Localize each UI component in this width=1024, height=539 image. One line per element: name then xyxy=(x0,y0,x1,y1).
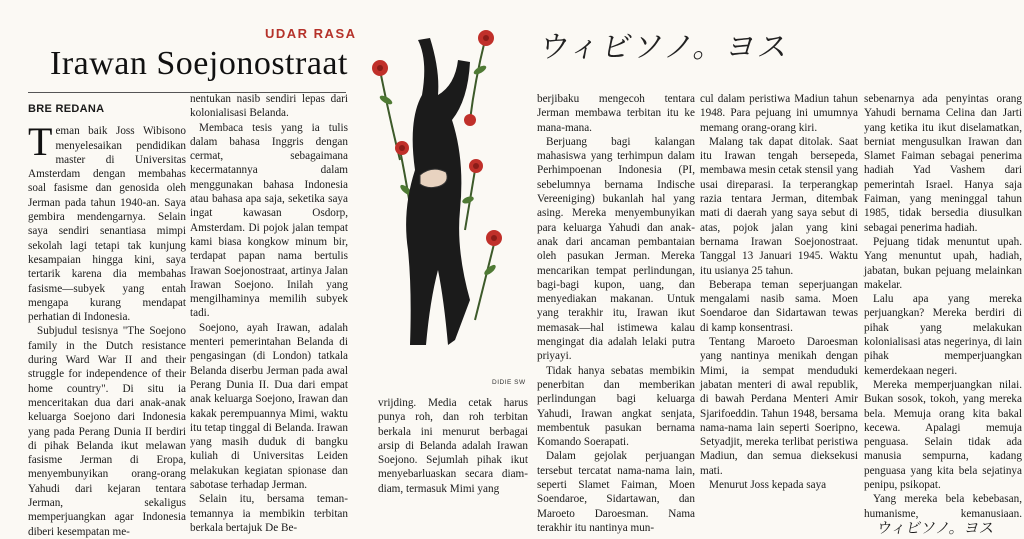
paragraph: Soejono, ayah Irawan, adalah menteri pemerintahan Belanda di pengasingan (di London) tatkala Belanda diserbu Jerman pada awal Perang Dunia II. Dua dari empat anak keluarga Soejono, Irawan dan kakak perempuannya Mimi, waktu itu tetap tinggal di Belanda. Irawan yang masih duduk di bangku kuliah di Universitas Leiden melakukan kegiatan spionase dan sabotase terhadap Jerman. xyxy=(190,321,348,492)
article-column-1 xyxy=(28,102,186,538)
paragraph: nentukan nasib sendiri lepas dari kolonialisasi Belanda. xyxy=(190,93,348,120)
paragraph: berjibaku mengecoh tentara Jerman membawa terbitan itu ke mana-mana. xyxy=(537,93,695,134)
article-column-6 xyxy=(864,92,1022,537)
paragraph: Mereka memperjuangkan nilai. Bukan sosok, tokoh, yang mereka bela. Memuja orang kita bakal kecewa. Apalagi memuja penguasa. Selain tidak ada manusia sempurna, kadang penguasa yang kita bela sejatinya penipu, psikopat. xyxy=(864,378,1022,492)
article-illustration xyxy=(360,0,520,380)
article-headline: Irawan Soejonostraat xyxy=(50,45,348,82)
paragraph: Pejuang tidak menuntut upah. Yang menuntut upah, hadiah, jabatan, bukan pejuang melainkan makelar. xyxy=(864,235,1022,291)
paragraph: sebenarnya ada penyintas orang Yahudi bernama Celina dan Jarti yang ketika itu ikut diselamatkan, berniat mengusulkan Irawan dan Slamet Faiman sebagai penerima hadiah Yad Vashem dari pemerintah Israel. Hanya saja Faiman, yang meninggal tahun 1985, tidak bersedia diusulkan sebagai penerima hadiah. xyxy=(864,93,1022,234)
paragraph: Yang mereka bela kebebasan, humanisme, kemanusiaan.ウィビソノ。ヨス xyxy=(864,493,1022,537)
paragraph: cul dalam peristiwa Madiun tahun 1948. Para pejuang ini umumnya memang orang-orang kiri. xyxy=(700,93,858,134)
illustration-credit: DIDIE SW xyxy=(492,379,526,386)
paragraph: Membaca tesis yang ia tulis dalam bahasa Inggris dengan cermat, sebagaimana kecermatannya dalam menggunakan bahasa Indonesia atau bahasa apa saja, seketika saya ingat kawasan Osdorp, Amsterdam. Di pojok jalan tempat kami biasa kongkow minum bir, terdapat papan nama bertulis Irawan Soejonostraat, artinya Jalan Irawan Soejono. Inilah yang mengilhaminya memilih subyek tadi. xyxy=(190,121,348,320)
paragraph: Selain itu, bersama teman-temannya ia membikin terbitan berkala bertajuk De Be- xyxy=(190,493,348,534)
article-column-4 xyxy=(537,92,695,534)
paragraph: Teman baik Joss Wibisono menyelesaikan pendidikan master di Universitas Amsterdam dengan membahas soal fasisme dan genosida oleh Jerman pada tahun 1940-an. Saya gembira mendengarnya. Selain saya sendiri senantiasa mimpi sekolah lagi tetapi tak kunjung kesampaian hingga kini, saya tertarik karena dia membahas fasisme—subyek yang entah mengapa kurang mendapat perhatian di Indonesia. xyxy=(28,119,186,324)
article-column-3 xyxy=(378,396,528,502)
drop-cap: T xyxy=(28,119,53,165)
paragraph: Lalu apa yang mereka perjuangkan? Mereka berdiri di pihak yang melakukan kolonialisasi atas negerinya, di lain pihak memperjuangkan kemerdekaan negeri. xyxy=(864,293,1022,377)
paragraph: Tentang Maroeto Daroesman yang nantinya menikah dengan Mimi, ia sempat menduduki jabatan menteri di awal republik, di bawah Perdana Menteri Amir Sjarifoeddin. Tahun 1948, bersama nama-nama lain seperti Soeripno, Setyadjit, mereka terlibat peristiwa Madiun, dan semua dieksekusi mati. xyxy=(700,336,858,477)
article-column-2 xyxy=(190,92,348,534)
end-signature: ウィビソノ。ヨス xyxy=(875,518,996,537)
article-column-5 xyxy=(700,92,858,502)
byline: BRE REDANA xyxy=(28,103,105,115)
author-signature: ウィビソノ。ヨス xyxy=(536,30,794,65)
paragraph: Berjuang bagi kalangan mahasiswa yang terhimpun dalam Perhimpoenan Indonesia (PI, sebelumnya bernama Indische Vereeniging) bukanlah hal yang asing. Mereka menyembunyikan para keluarga Yahudi dan anak-anak dari ancaman pembantaian oleh pasukan Jerman. Mereka mencarikan tempat perlindungan, bagi-bagi kupon, uang, dan menyediakan makanan. Untuk yang terakhir itu, Irawan ikut memasak—hal istimewa kalau mengingat dia adalah lelaki putra priyayi. xyxy=(537,135,695,363)
column-kicker: UDAR RASA xyxy=(265,26,357,41)
paragraph: Beberapa teman seperjuangan mengalami nasib sama. Moen Soendaroe dan Sidartawan tewas di kamp konsentrasi. xyxy=(700,278,858,334)
paragraph: Menurut Joss kepada saya xyxy=(709,479,827,492)
paragraph: Dalam gejolak perjuangan tersebut tercatat nama-nama lain, seperti Slamet Faiman, Moen Soendaroe, Sidartawan, dan Maroeto Daroesman. Nama terakhir itu nantinya mun- xyxy=(537,450,695,534)
paragraph: Malang tak dapat ditolak. Saat itu Irawan tengah bersepeda, membawa mesin cetak stensil yang usai direparasi. Ia terperangkap razia tentara Jerman, ditembak mati di daerah yang saya sebut di atas, pojok jalan yang kini bernama Irawan Soejonostraat. Tanggal 13 Januari 1945. Waktu itu usianya 25 tahun. xyxy=(700,135,858,277)
paragraph: Subjudul tesisnya "The Soejono family in the Dutch resistance during Ward War II and their struggle for independence of their home country". Di situ ia menceritakan dua dari anak-anak keluarga Soejono dari Indonesia yang pada Perang Dunia II berdiri di pihak Belanda ikut melawan fasisme Jerman di Eropa, menyembunyikan orang-orang Yahudi dari kejaran tentara Jerman, sekaligus memperjuangkan agar Indonesia diberi kesempatan me- xyxy=(28,325,186,538)
paragraph: vrijding. Media cetak harus punya roh, dan roh terbitan berkala ini menurut berbagai arsip di Belanda adalah Irawan Soejono. Sejumlah pihak ikut menyebarluaskan secara diam-diam, termasuk Mimi yang xyxy=(378,397,528,495)
paragraph: Tidak hanya sebatas membikin penerbitan dan memberikan perlindungan bagi keluarga Yahudi, Irawan angkat senjata, membentuk pasukan bernama Komando Soerapati. xyxy=(537,364,695,449)
